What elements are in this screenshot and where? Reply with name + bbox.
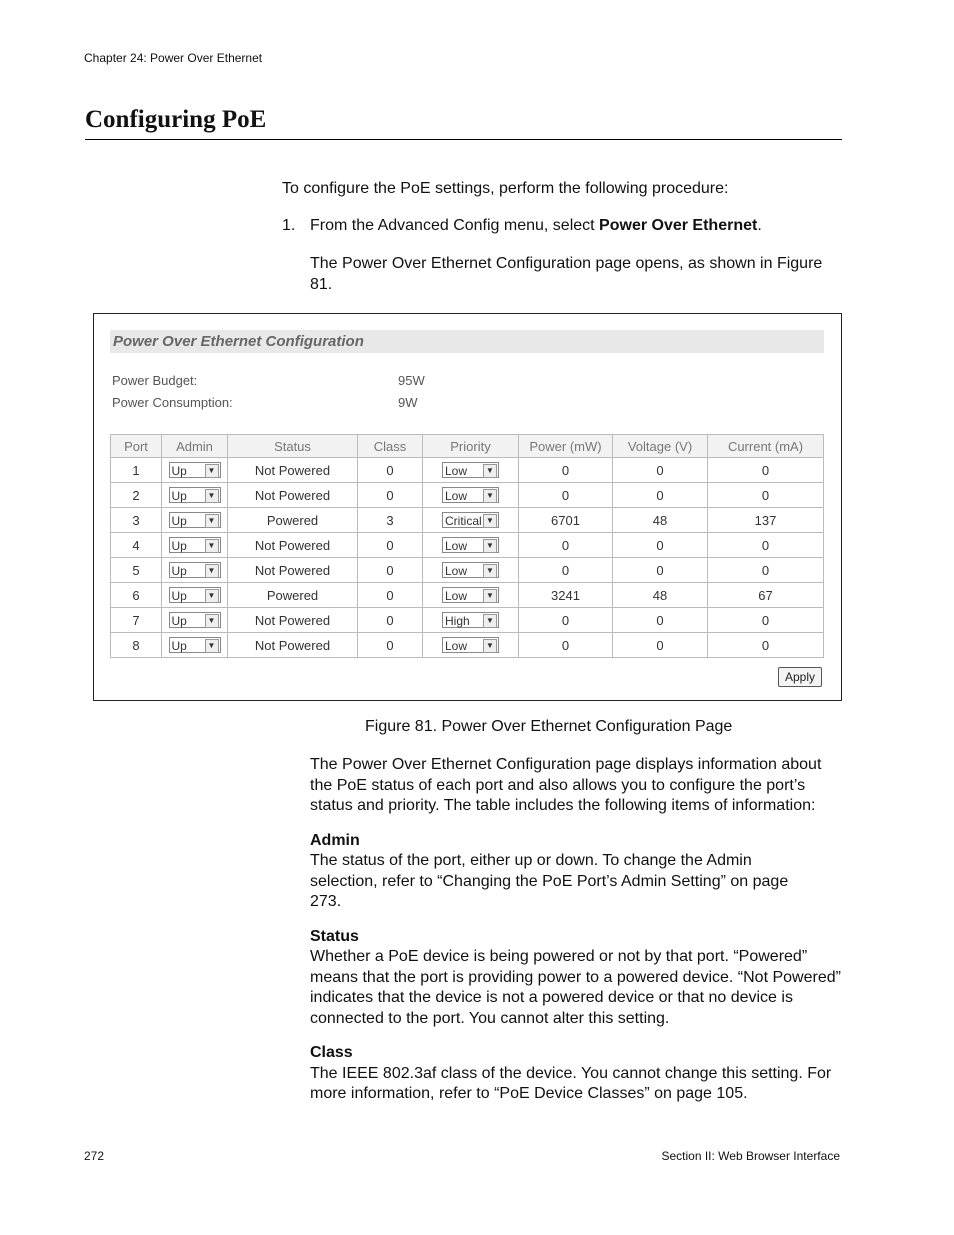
current-cell: 67 [708, 583, 824, 608]
table-row [111, 608, 824, 633]
apply-button[interactable]: Apply [778, 667, 822, 687]
section-footer: Section II: Web Browser Interface [661, 1149, 840, 1163]
admin-select-value: Up [171, 639, 187, 654]
port-cell: 4 [111, 533, 162, 558]
chevron-down-icon: ▼ [483, 614, 497, 628]
power-cell: 0 [519, 633, 613, 658]
figure-caption: Figure 81. Power Over Ethernet Configuration Page [365, 718, 733, 735]
admin-select[interactable] [169, 637, 221, 653]
step-text [310, 216, 762, 237]
priority-cell [423, 483, 519, 508]
admin-select[interactable] [169, 562, 221, 578]
chevron-down-icon: ▼ [483, 514, 497, 528]
power-consumption-value: 9W [398, 395, 418, 410]
step-text-after: . [757, 217, 762, 234]
admin-select-value: Up [171, 514, 187, 529]
admin-select-value: Up [171, 464, 187, 479]
port-cell: 6 [111, 583, 162, 608]
status-cell: Not Powered [228, 558, 358, 583]
class-cell: 0 [358, 458, 423, 483]
panel-title: Power Over Ethernet Configuration [110, 330, 824, 353]
priority-select[interactable] [442, 462, 499, 478]
power-budget-label: Power Budget: [112, 373, 198, 388]
admin-cell [162, 483, 228, 508]
status-heading: Status [310, 927, 359, 945]
status-cell: Not Powered [228, 633, 358, 658]
chapter-header: Chapter 24: Power Over Ethernet [84, 51, 263, 65]
chevron-down-icon: ▼ [205, 589, 219, 603]
port-cell: 2 [111, 483, 162, 508]
status-cell: Not Powered [228, 458, 358, 483]
body-paragraph: The Power Over Ethernet Configuration page displays information about the PoE status of each port and also allows you to configure the port’s status and priority. The table includes the following items of information: [310, 756, 822, 814]
port-cell: 3 [111, 508, 162, 533]
chevron-down-icon: ▼ [205, 464, 219, 478]
admin-select[interactable] [169, 462, 221, 478]
status-cell: Not Powered [228, 483, 358, 508]
port-cell: 1 [111, 458, 162, 483]
table-row [111, 483, 824, 508]
status-cell: Not Powered [228, 533, 358, 558]
priority-select[interactable] [442, 537, 499, 553]
step-description: The Power Over Ethernet Configuration page opens, as shown in Figure 81. [310, 255, 823, 293]
step-text-before: From the Advanced Config menu, select [310, 217, 600, 234]
admin-heading: Admin [310, 831, 360, 849]
voltage-cell: 0 [613, 558, 708, 583]
priority-select-value: High [445, 614, 470, 629]
priority-cell [423, 583, 519, 608]
voltage-cell: 48 [613, 583, 708, 608]
col-class: Class [358, 435, 423, 458]
current-cell: 0 [708, 633, 824, 658]
priority-select[interactable] [442, 637, 499, 653]
page-number: 272 [84, 1149, 105, 1163]
chevron-down-icon: ▼ [205, 539, 219, 553]
priority-select-value: Low [445, 564, 468, 579]
intro-text: To configure the PoE settings, perform the following procedure: [282, 180, 729, 197]
priority-select[interactable] [442, 487, 499, 503]
admin-cell [162, 458, 228, 483]
power-cell: 0 [519, 458, 613, 483]
class-cell: 3 [358, 508, 423, 533]
admin-select[interactable] [169, 487, 221, 503]
chevron-down-icon: ▼ [205, 514, 219, 528]
power-cell: 6701 [519, 508, 613, 533]
power-cell: 0 [519, 608, 613, 633]
priority-cell [423, 633, 519, 658]
class-cell: 0 [358, 583, 423, 608]
voltage-cell: 48 [613, 508, 708, 533]
chevron-down-icon: ▼ [483, 564, 497, 578]
admin-select[interactable] [169, 537, 221, 553]
chevron-down-icon: ▼ [205, 614, 219, 628]
current-cell: 0 [708, 533, 824, 558]
table-row [111, 583, 824, 608]
table-header-row [111, 435, 824, 458]
admin-select[interactable] [169, 512, 221, 528]
poe-config-figure [93, 313, 842, 701]
step-number: 1. [282, 217, 296, 234]
power-budget-value: 95W [398, 373, 425, 388]
chevron-down-icon: ▼ [205, 564, 219, 578]
table-row [111, 558, 824, 583]
table-row [111, 508, 824, 533]
class-cell: 0 [358, 633, 423, 658]
port-cell: 8 [111, 633, 162, 658]
status-description: Whether a PoE device is being powered or not by that port. “Powered” means that the port is providing power to a powered device. “Not Powered” indicates that the device is not a powered device or that no device is connected to the port. You cannot alter this setting. [310, 948, 841, 1027]
admin-cell [162, 583, 228, 608]
priority-select[interactable] [442, 512, 499, 528]
voltage-cell: 0 [613, 608, 708, 633]
power-cell: 0 [519, 533, 613, 558]
admin-select-value: Up [171, 614, 187, 629]
admin-cell [162, 508, 228, 533]
voltage-cell: 0 [613, 633, 708, 658]
chevron-down-icon: ▼ [483, 539, 497, 553]
priority-cell [423, 558, 519, 583]
admin-select[interactable] [169, 612, 221, 628]
col-priority: Priority [423, 435, 519, 458]
class-cell: 0 [358, 533, 423, 558]
chevron-down-icon: ▼ [205, 489, 219, 503]
admin-cell [162, 533, 228, 558]
priority-select-value: Low [445, 464, 468, 479]
admin-cell [162, 608, 228, 633]
voltage-cell: 0 [613, 458, 708, 483]
priority-cell [423, 458, 519, 483]
class-cell: 0 [358, 608, 423, 633]
status-cell: Powered [228, 583, 358, 608]
title-rule [85, 139, 842, 140]
poe-port-table [110, 434, 824, 658]
table-row [111, 633, 824, 658]
priority-select[interactable] [442, 612, 499, 628]
col-power: Power (mW) [519, 435, 613, 458]
priority-cell [423, 533, 519, 558]
page-title: Configuring PoE [85, 106, 267, 133]
current-cell: 0 [708, 458, 824, 483]
admin-select-value: Up [171, 489, 187, 504]
priority-select[interactable] [442, 562, 499, 578]
status-cell: Powered [228, 508, 358, 533]
body-content [310, 755, 845, 1105]
admin-select-value: Up [171, 539, 187, 554]
current-cell: 0 [708, 558, 824, 583]
class-cell: 0 [358, 483, 423, 508]
power-cell: 0 [519, 558, 613, 583]
power-consumption-label: Power Consumption: [112, 395, 233, 410]
power-cell: 3241 [519, 583, 613, 608]
chevron-down-icon: ▼ [483, 589, 497, 603]
admin-select-value: Up [171, 564, 187, 579]
step-menu-name: Power Over Ethernet [599, 217, 758, 234]
chevron-down-icon: ▼ [483, 464, 497, 478]
priority-select-value: Critical [445, 514, 482, 529]
class-cell: 0 [358, 558, 423, 583]
current-cell: 137 [708, 508, 824, 533]
priority-select-value: Low [445, 489, 468, 504]
table-row [111, 533, 824, 558]
priority-select-value: Low [445, 589, 468, 604]
port-cell: 7 [111, 608, 162, 633]
status-cell: Not Powered [228, 608, 358, 633]
class-description: The IEEE 802.3af class of the device. You cannot change this setting. For more information, refer to “PoE Device Classes” on page 105. [310, 1064, 832, 1102]
voltage-cell: 0 [613, 533, 708, 558]
priority-cell [423, 508, 519, 533]
priority-select-value: Low [445, 539, 468, 554]
table-row [111, 458, 824, 483]
admin-description: The status of the port, either up or down. To change the Admin selection, refer to “Changing the PoE Port’s Admin Setting” on page 273. [310, 852, 789, 910]
current-cell: 0 [708, 608, 824, 633]
voltage-cell: 0 [613, 483, 708, 508]
admin-cell [162, 633, 228, 658]
priority-select[interactable] [442, 587, 499, 603]
port-cell: 5 [111, 558, 162, 583]
chevron-down-icon: ▼ [483, 639, 497, 653]
col-current: Current (mA) [708, 435, 824, 458]
class-heading: Class [310, 1044, 353, 1061]
admin-cell [162, 558, 228, 583]
col-status: Status [228, 435, 358, 458]
current-cell: 0 [708, 483, 824, 508]
chevron-down-icon: ▼ [483, 489, 497, 503]
admin-select[interactable] [169, 587, 221, 603]
priority-cell [423, 608, 519, 633]
col-voltage: Voltage (V) [613, 435, 708, 458]
col-port: Port [111, 435, 162, 458]
priority-select-value: Low [445, 639, 468, 654]
power-cell: 0 [519, 483, 613, 508]
admin-select-value: Up [171, 589, 187, 604]
col-admin: Admin [162, 435, 228, 458]
chevron-down-icon: ▼ [205, 639, 219, 653]
